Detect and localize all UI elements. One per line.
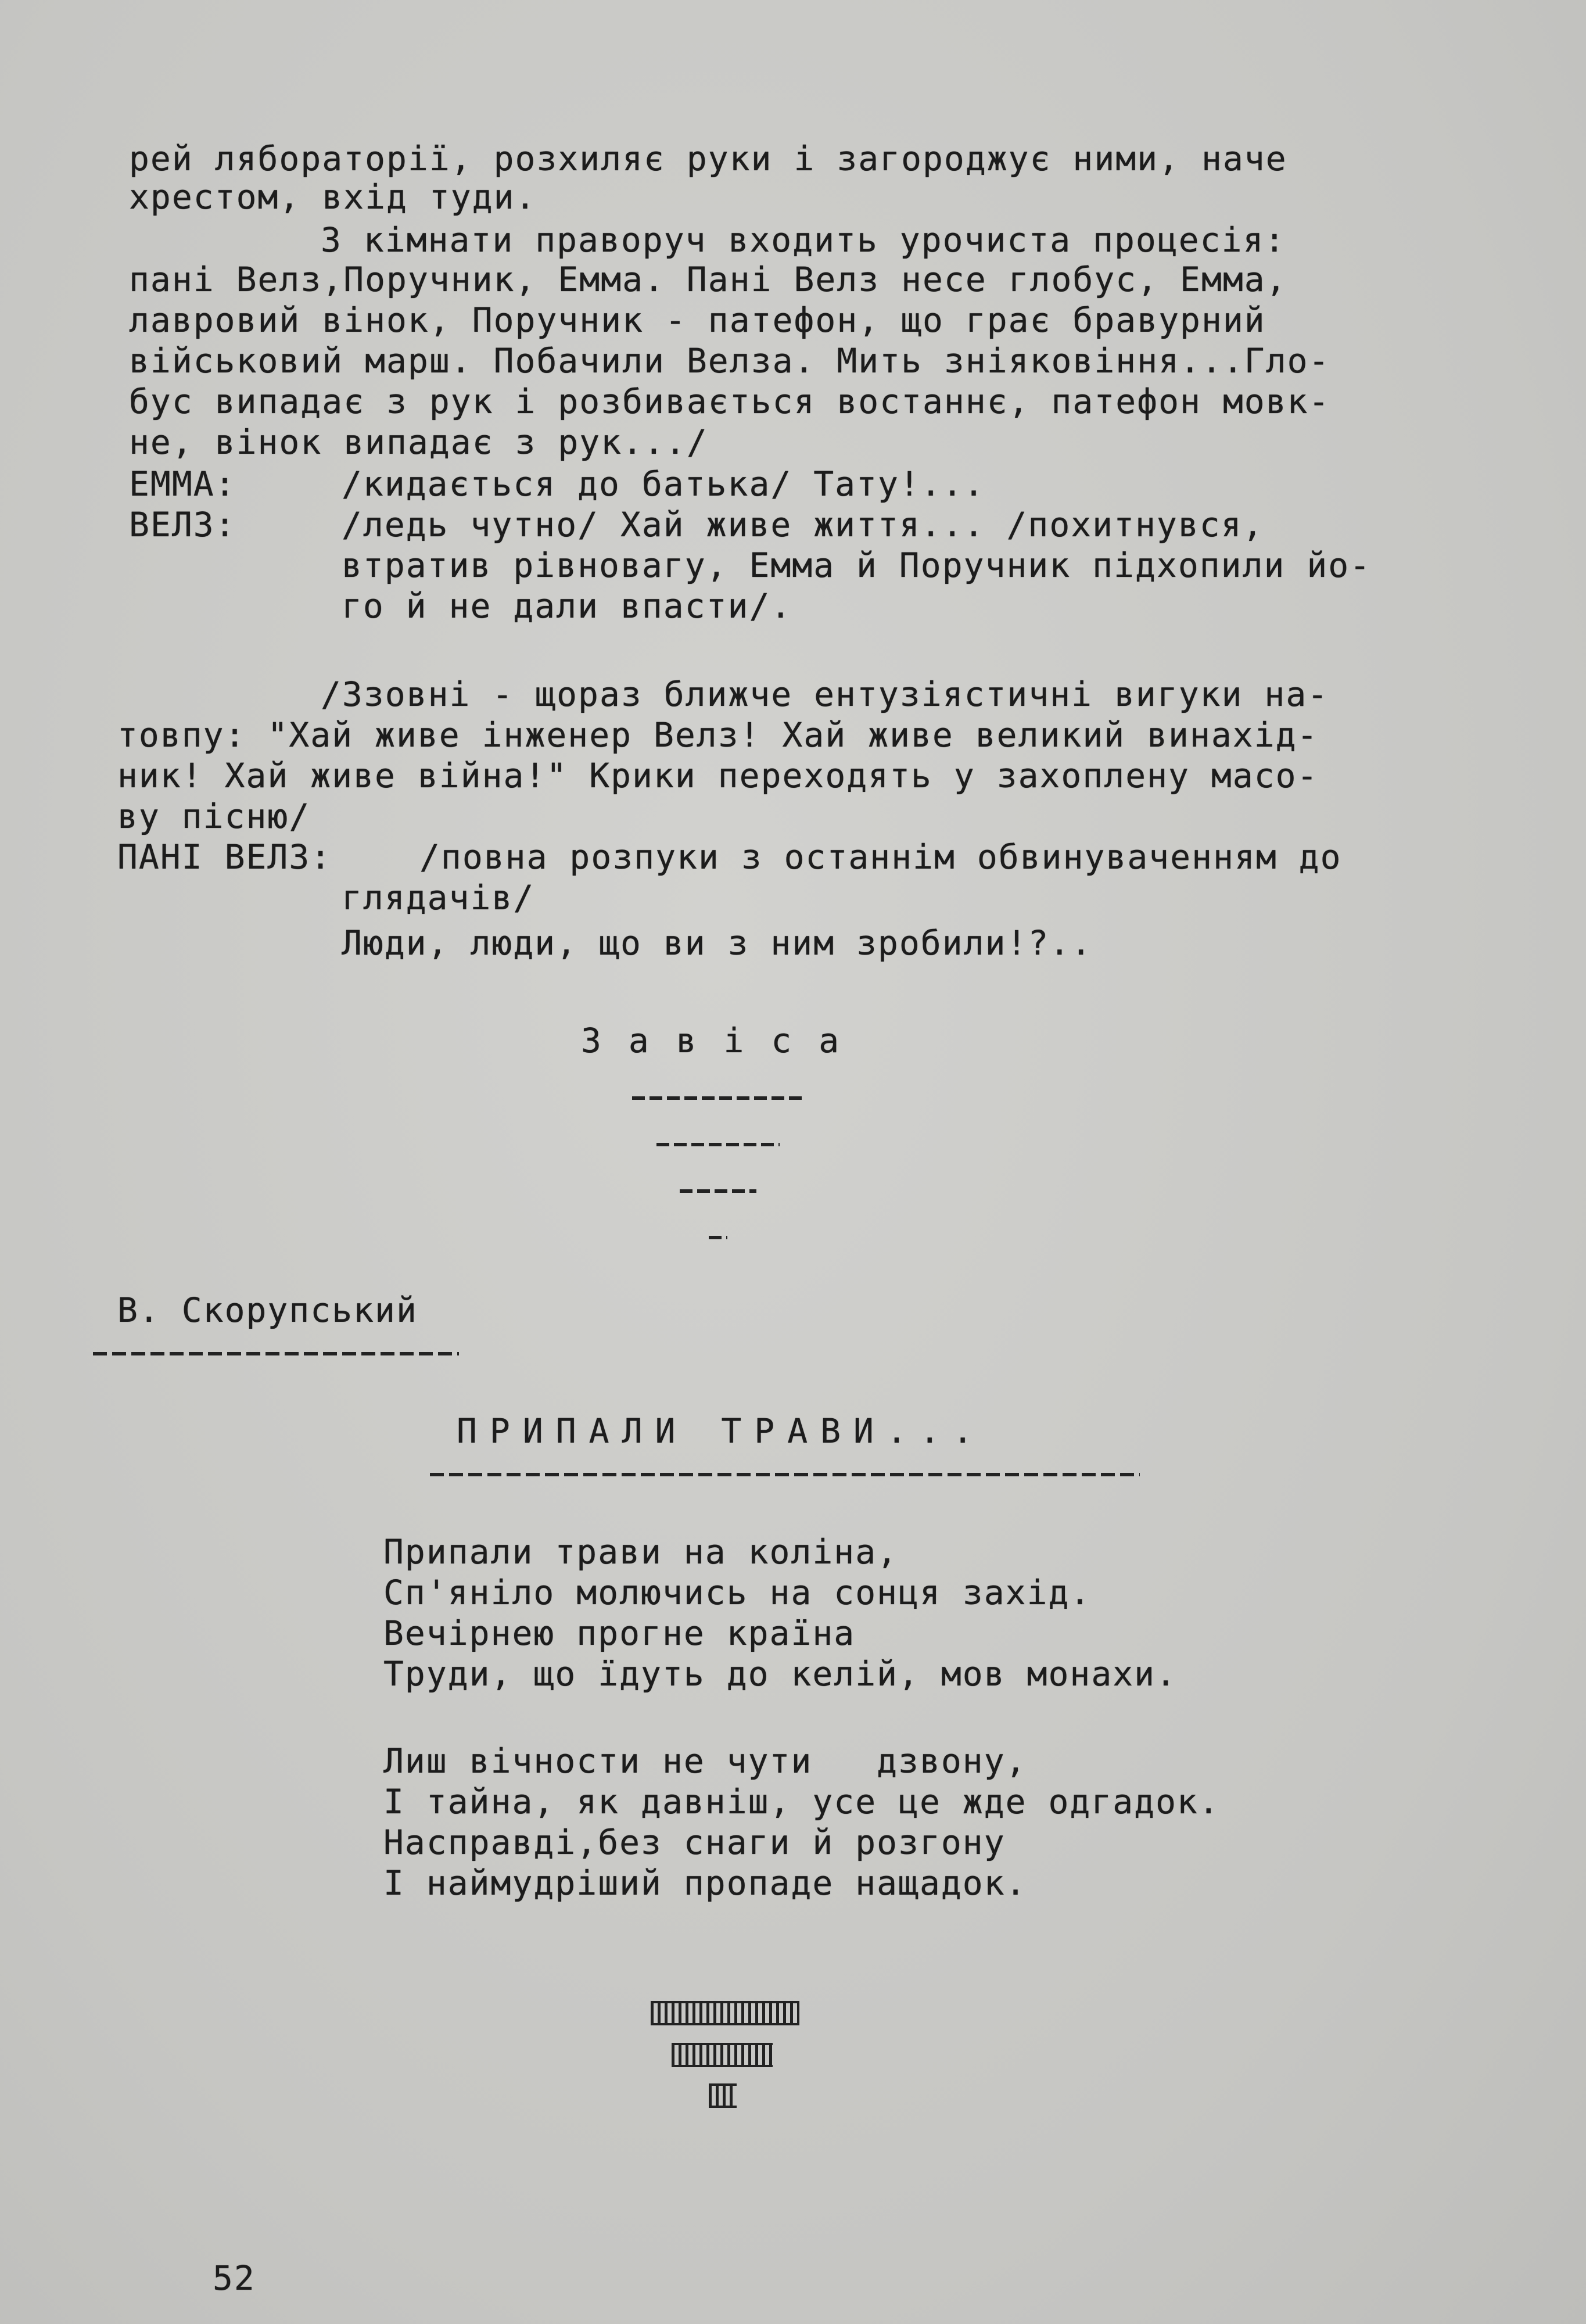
poem-line: Насправді,без снаги й розгону: [383, 1823, 1006, 1862]
poem-line: Вечірнею прогне країна: [383, 1613, 856, 1653]
play-line: не, вінок випадає з рук.../: [129, 422, 708, 462]
play-line: бус випадає з рук і розбивається востаннє, патефон мовк-: [129, 382, 1330, 421]
separator-triangle: [627, 1092, 819, 1249]
title-underline: [430, 1471, 1144, 1478]
poem-author: В. Скорупський: [117, 1290, 418, 1330]
play-line: рей лябораторії, розхиляє руки і загороджує ними, наче: [129, 139, 1287, 178]
bar-ornament: [709, 2083, 737, 2108]
dialogue-line: втратив рівновагу, Емма й Поручник підхопили йо-: [342, 546, 1372, 585]
final-line: Люди, люди, що ви з ним зробили!?..: [342, 923, 1093, 963]
page-number: 52: [213, 2258, 256, 2298]
dialogue-line: го й не дали впасти/.: [342, 586, 792, 626]
speaker-emma: ЕММА:: [129, 464, 236, 504]
speaker-velz: ВЕЛЗ:: [129, 505, 236, 544]
play-line: пані Велз,Поручник, Емма. Пані Велз несе глобус, Емма,: [129, 260, 1287, 299]
stage-direction: /Ззовні - щораз ближче ентузіястичні вигуки на-: [321, 675, 1329, 714]
poem-line: Труди, що їдуть до келій, мов монахи.: [383, 1654, 1178, 1694]
play-line: лавровий вінок, Поручник - патефон, що грає бравурний: [129, 300, 1266, 340]
stage-direction: товпу: "Хай живе інженер Велз! Хай живе великий винахід-: [117, 715, 1319, 755]
stage-direction: ник! Хай живе війна!" Крики переходять у захоплену масо-: [117, 756, 1319, 795]
poem-line: Припали трави на коліна,: [383, 1532, 899, 1572]
final-line: глядачів/: [342, 878, 535, 917]
poem-line: Лиш вічности не чути дзвону,: [383, 1741, 1027, 1781]
speaker-pani-velz: ПАНІ ВЕЛЗ:: [117, 837, 332, 877]
bar-ornament: [672, 2043, 773, 2067]
poem-title: ПРИПАЛИ ТРАВИ...: [457, 1411, 986, 1451]
dialogue-line: /кидається до батька/ Тату!...: [342, 464, 985, 504]
dialogue-line: /ледь чутно/ Хай живе життя... /похитнувся,: [342, 505, 1264, 544]
play-line: військовий марш. Побачили Велза. Мить зніяковіння...Гло-: [129, 341, 1330, 381]
bar-ornament: [651, 2001, 799, 2025]
poem-line: Сп'яніло молючись на сонця захід.: [383, 1573, 1092, 1612]
play-line: хрестом, вхід туди.: [129, 177, 537, 217]
poem-line: І тайна, як давніш, усе це жде одгадок.: [383, 1782, 1220, 1821]
final-line: /повна розпуки з останнім обвинуваченням до: [419, 837, 1342, 877]
author-underline: [93, 1350, 465, 1357]
stage-direction: ву пісню/: [117, 797, 311, 836]
play-line: З кімнати праворуч входить урочиста процесія:: [321, 220, 1286, 260]
curtain-heading: З а в і с а: [581, 1021, 843, 1060]
poem-line: І наймудріший пропаде нащадок.: [383, 1863, 1027, 1903]
